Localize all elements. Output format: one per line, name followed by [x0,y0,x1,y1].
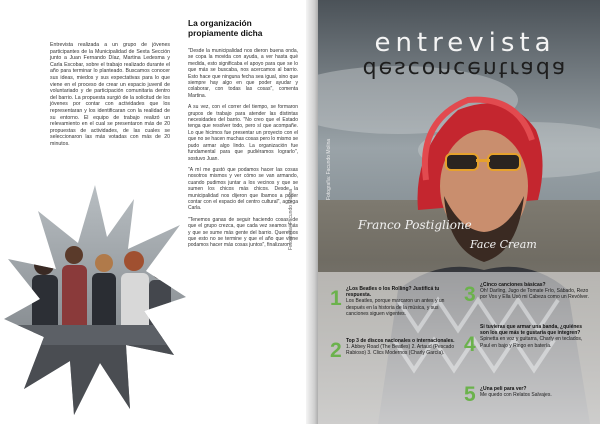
answer-text: Los Beatles, porque marcaron un antes y un después en la historia de la música, y sus canciones siguen vigentes. [346,298,445,317]
answer-text: Oh! Darling, Jugo de Tomate Frío, Sábado, Rezo por Vos y Ella Usó mi Cabeza como un Revólver. [480,288,589,301]
question-text: ¿Los Beatles o los Rolling? Justificá tu respuesta. [346,286,440,299]
question-block [480,386,592,398]
interviewee-name: Franco Postiglione [358,218,472,232]
intro-paragraph: Entrevista realizada a un grupo de jóvenes participantes de la Municipalidad de Sexta Sección junto a Juan Fernando Díaz, Martina Ledesma y Carla Escobar, sobre el trabajo realizado durante el año para terminar lo planteado. Buscamos conocer sus ideas, miedos y sus expectativas para lo que viene en el proceso de crear un espacio juvenil de voluntariado y de participación comunitaria dentro del barrio. La propuesta surgió de la solicitud de los jóvenes por contar con actividades que los representaran y los identificaran con la realidad de su entorno. El equipo de trabajo realizó un relevamiento en el cual se presentaron más de 20 propuestas de actividades, de las cuales se seleccionaron las más votadas con más de 20 minutos. [50,42,170,147]
crowd-photo-graphic [4,185,186,415]
cover-page [318,0,600,424]
answer-text: Spinetta en voz y guitarra, Charly en teclados, Paul en bajo y Ringo en batería. [480,336,583,349]
question-text: ¿Una peli para ver? [480,386,527,392]
question-number: 5 [464,383,476,406]
photo-credit: Fotografía: Facundo Molina [288,188,294,250]
cover-photo-credit: Fotografía: Facundo Molina [326,138,332,200]
question-block [480,324,592,349]
band-name: Face Cream [470,238,537,251]
question-text: ¿Cinco canciones básicas? [480,282,546,288]
question-text: Si tuvieras que armar una banda, ¿quiénes son los que más te gustaría que integren? [480,324,582,337]
answer-text: Me quedo con Relatos Salvajes. [480,392,552,399]
column-paragraph: "A mí me gustó que podamos hacer las cosas nosotros mismos y ver cómo se van armando, cuando pudimos juntar a los vecinos y que se sumen los chicos más chicos. Desde la municipalidad nos dijeron que íbamos a poder contar con el espacio del centro cultural", agrega Carla. [188,166,298,212]
question-block [346,286,456,317]
question-number: 1 [330,287,342,310]
question-number: 3 [464,283,476,306]
magazine-title-mirror: desconcentrada [362,56,568,81]
question-block [480,282,592,301]
crowd-photo [4,185,186,415]
question-text: Top 3 de discos nacionales o internacionales. [346,338,455,344]
question-number: 2 [330,339,342,362]
column-paragraph: A su vez, con el correr del tiempo, se formaron grupos de trabajo para atender las distintas necesidades del barrio. "No creo que el Estado tenga que resolver todo, pero sí que acompañe. Lo que hicimos fue presentar un proyecto con el que no se hacen muchas cosas pero lo mismo se pudo armar algo lindo. La organización fue fundamental para que pudiéramos lograrlo", sostuvo Juan. [188,104,298,162]
column-body [188,48,298,254]
column-paragraph: "Tenemos ganas de seguir haciendo cosas, de que el grupo crezca, que cada vez seamos más y que se sume más gente del barrio. Queremos que esto no se termine y que el año que viene podamos hacer más cosas juntos", finalizaron. [188,216,298,249]
column-paragraph: "Desde la municipalidad nos dieron buena onda, se copa la movida con ayuda, a ver hasta qué medida, esto significaba el apoyo para que se lo que más se buscaba, nos acercamos al barrio. Esto hace que ninguna fecha sea igual, sino que siempre hay algo en que poder ayudar y colaborar, con todas las cosas", comenta Martina. [188,48,298,99]
answer-text: 1. Abbey Road (The Beatles) 2. Artaud (Pescado Rabioso) 3. Clics Modernos (Charly García). [346,344,455,357]
question-number: 4 [464,333,476,356]
question-block [346,338,456,357]
column-title: La organización propiamente dicha [188,18,263,38]
magazine-title: entrevista [374,28,556,58]
